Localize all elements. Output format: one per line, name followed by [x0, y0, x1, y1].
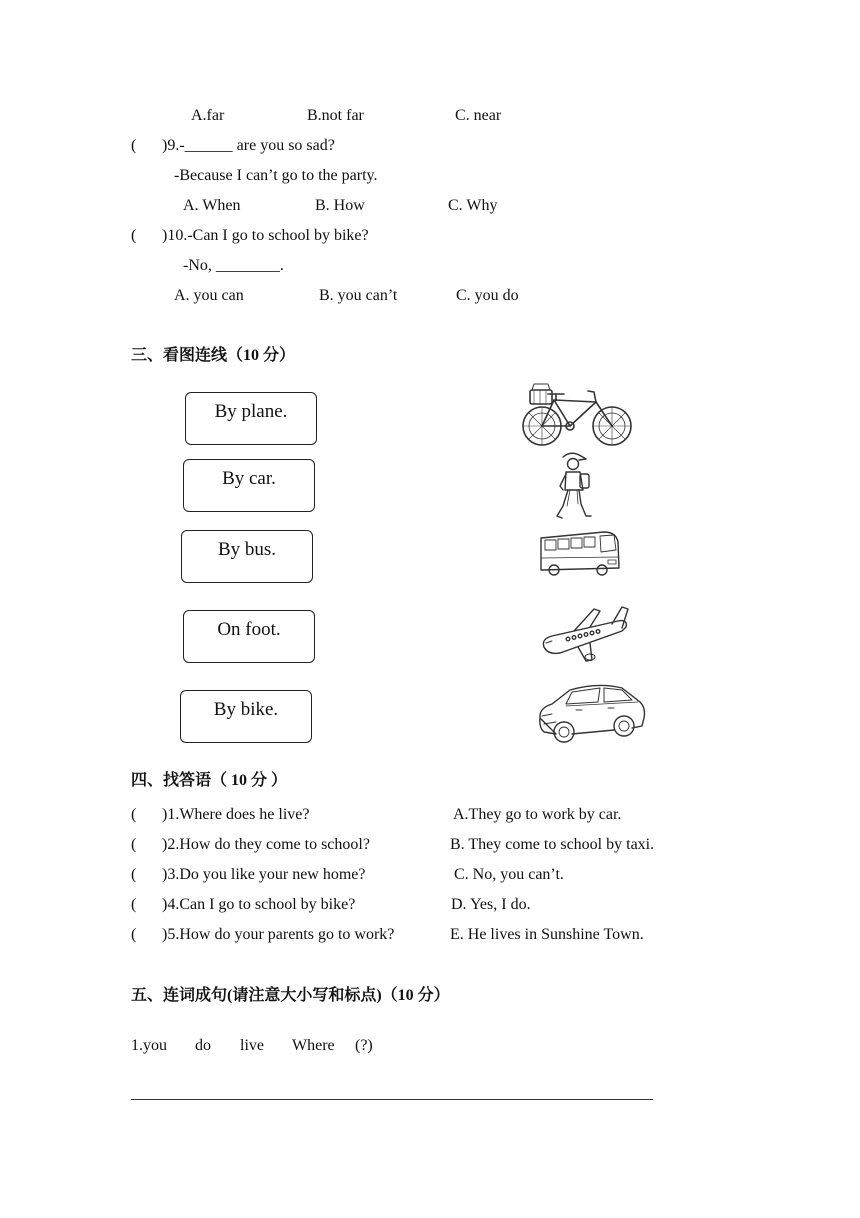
part3-heading: 三、看图连线（10 分）: [131, 347, 296, 364]
q10-option-b: B. you can’t: [319, 287, 398, 304]
q10-paren: (: [131, 227, 137, 244]
phrase-by-plane: By plane.: [214, 401, 288, 422]
phrase-box-1: [185, 392, 317, 445]
part4-answer-b: B. They come to school by taxi.: [450, 836, 655, 853]
bus-icon: [538, 528, 622, 578]
part4-q3-text: )3.Do you like your new home?: [162, 866, 366, 883]
phrase-by-bike: By bike.: [213, 699, 279, 720]
part5-q1-word-3: live: [240, 1037, 264, 1054]
bicycle-icon: [520, 380, 635, 448]
part4-q2-text: )2.How do they come to school?: [162, 836, 370, 853]
part4-q1-text: )1.Where does he live?: [162, 806, 310, 823]
q10-option-c: C. you do: [456, 287, 519, 304]
phrase-box-5: [180, 690, 312, 743]
part4-answer-a: A.They go to work by car.: [453, 806, 622, 823]
q10-question: )10.-Can I go to school by bike?: [162, 227, 369, 244]
part5-q1-word-4: Where: [292, 1037, 335, 1054]
part5-q1-word-5: (?): [355, 1037, 373, 1054]
answer-line: [131, 1099, 653, 1100]
q9-question: )9.-______ are you so sad?: [162, 137, 335, 154]
part5-heading: 五、连词成句(请注意大小写和标点)（10 分）: [131, 987, 450, 1004]
part4-answer-e: E. He lives in Sunshine Town.: [450, 926, 644, 943]
phrase-box-4: [183, 610, 315, 663]
part5-q1-word-2: do: [195, 1037, 211, 1054]
part4-q4-paren: (: [131, 896, 137, 913]
q10-option-a: A. you can: [174, 287, 244, 304]
walking-person-icon: [553, 450, 593, 522]
phrase-box-3: [181, 530, 313, 583]
phrase-on-foot: On foot.: [217, 619, 281, 640]
part4-answer-d: D. Yes, I do.: [451, 896, 531, 913]
part4-q2-paren: (: [131, 836, 137, 853]
q9-option-c: C. Why: [448, 197, 498, 214]
part4-heading: 四、找答语（ 10 分 ）: [131, 772, 288, 789]
q10-answer: -No, ________.: [183, 257, 284, 274]
part4-q3-paren: (: [131, 866, 137, 883]
phrase-box-2: [183, 459, 315, 512]
part4-q5-paren: (: [131, 926, 137, 943]
q8-option-a: A.far: [191, 107, 225, 124]
part4-q1-paren: (: [131, 806, 137, 823]
q9-paren: (: [131, 137, 137, 154]
car-icon: [536, 680, 648, 748]
phrase-by-bus: By bus.: [217, 539, 277, 560]
part4-answer-c: C. No, you can’t.: [454, 866, 564, 883]
phrase-by-car: By car.: [222, 468, 276, 489]
q8-option-c: C. near: [455, 107, 502, 124]
part5-q1-word-1: 1.you: [131, 1037, 167, 1054]
q9-answer: -Because I can’t go to the party.: [174, 167, 378, 184]
q9-option-a: A. When: [183, 197, 241, 214]
airplane-icon: [538, 603, 632, 665]
q9-option-b: B. How: [315, 197, 365, 214]
part4-q5-text: )5.How do your parents go to work?: [162, 926, 395, 943]
q8-option-b: B.not far: [307, 107, 364, 124]
part4-q4-text: )4.Can I go to school by bike?: [162, 896, 356, 913]
